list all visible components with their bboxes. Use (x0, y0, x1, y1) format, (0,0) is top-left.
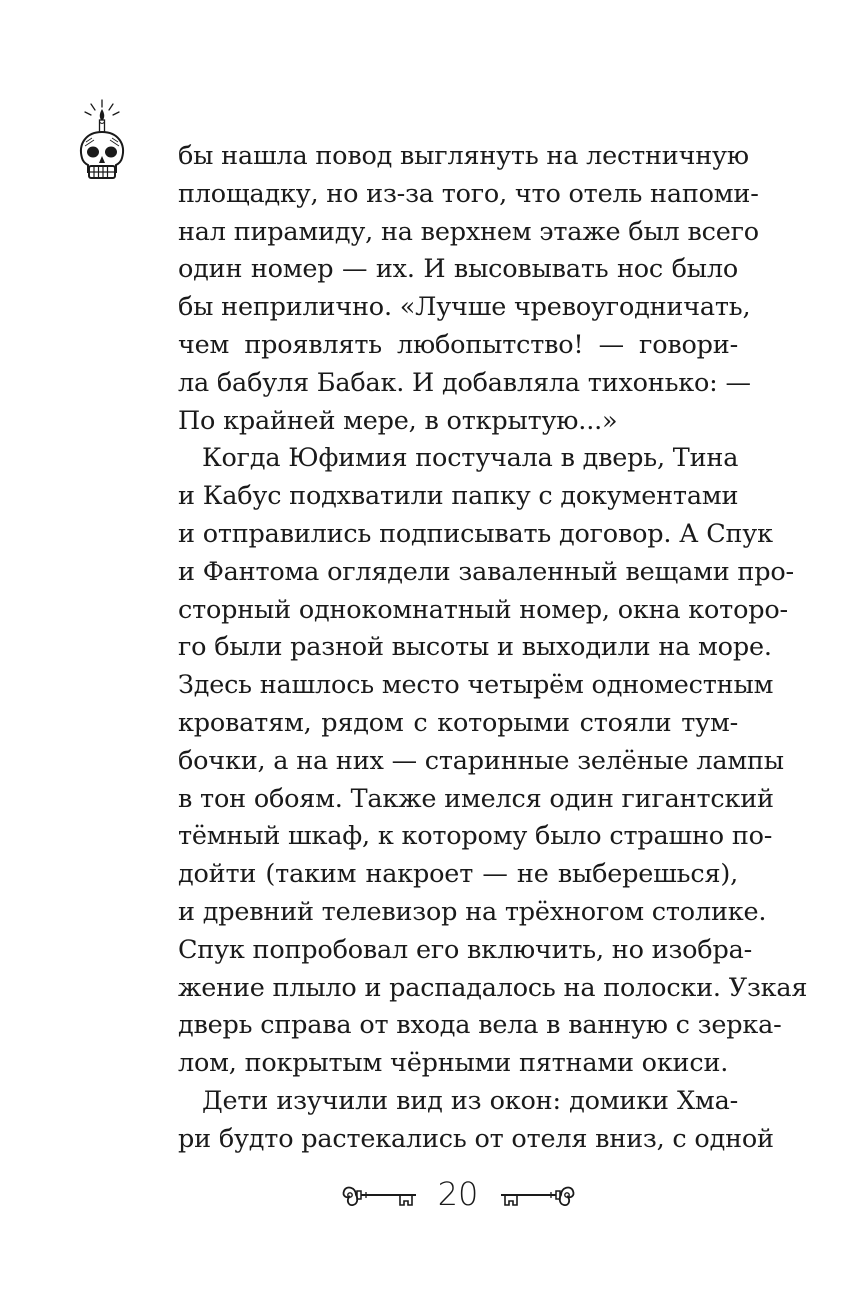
text-line: ла бабуля Бабак. И добавляла тихонько: — (178, 367, 751, 398)
text-line: го были разной высоты и выходили на море. (178, 632, 772, 663)
text-line: сторный однокомнатный номер, окна которо- (178, 594, 788, 625)
page-number: 20 (437, 1175, 479, 1213)
text-line: и Кабус подхватили папку с документами (178, 481, 739, 512)
text-line: ри будто растекались от отеля вниз, с одной (178, 1123, 774, 1154)
text-line: бочки, а на них — старинные зелёные лампы (178, 745, 784, 776)
page-footer (0, 1170, 844, 1220)
text-line: и Фантома оглядели заваленный вещами про- (178, 556, 794, 587)
key-right-icon (497, 1178, 577, 1212)
text-line: По крайней мере, в открытую...» (178, 405, 618, 436)
key-left-icon (340, 1178, 420, 1212)
text-line: Здесь нашлось место четырём одноместным (178, 670, 774, 701)
text-line: дойти (таким накроет — не выберешься), (178, 859, 738, 890)
text-line: площадку, но из-за того, что отель напоми- (178, 178, 759, 209)
text-line: тёмный шкаф, к которому было страшно по- (178, 821, 773, 852)
skull-candle-icon (72, 98, 132, 182)
main-text (178, 138, 808, 1159)
text-line: жение плыло и распадалось на полоски. Узкая (178, 972, 808, 1003)
text-line: один номер — их. И высовывать нос было (178, 254, 738, 285)
text-line: Дети изучили вид из окон: домики Хма- (202, 1085, 738, 1116)
text-line: нал пирамиду, на верхнем этаже был всего (178, 216, 759, 247)
text-line: бы нашла повод выглянуть на лестничную (178, 141, 749, 171)
text-line: лом, покрытым чёрными пятнами окиси. (178, 1048, 729, 1079)
text-line: Спук попробовал его включить, но изобра- (178, 934, 753, 965)
text-line: бы неприлично. «Лучше чревоугодничать, (178, 292, 751, 323)
text-line: Когда Юфимия постучала в дверь, Тина (202, 443, 739, 474)
text-line: и отправились подписывать договор. А Спук (178, 518, 773, 549)
text-line: кроватям, рядом с которыми стояли тум- (178, 707, 738, 738)
text-line: и древний телевизор на трёхногом столике. (178, 896, 767, 927)
text-line: дверь справа от входа вела в ванную с зерка- (178, 1010, 782, 1041)
text-line: чем проявлять любопытство! — говори- (178, 329, 738, 360)
text-line: в тон обоям. Также имелся один гигантский (178, 783, 774, 814)
